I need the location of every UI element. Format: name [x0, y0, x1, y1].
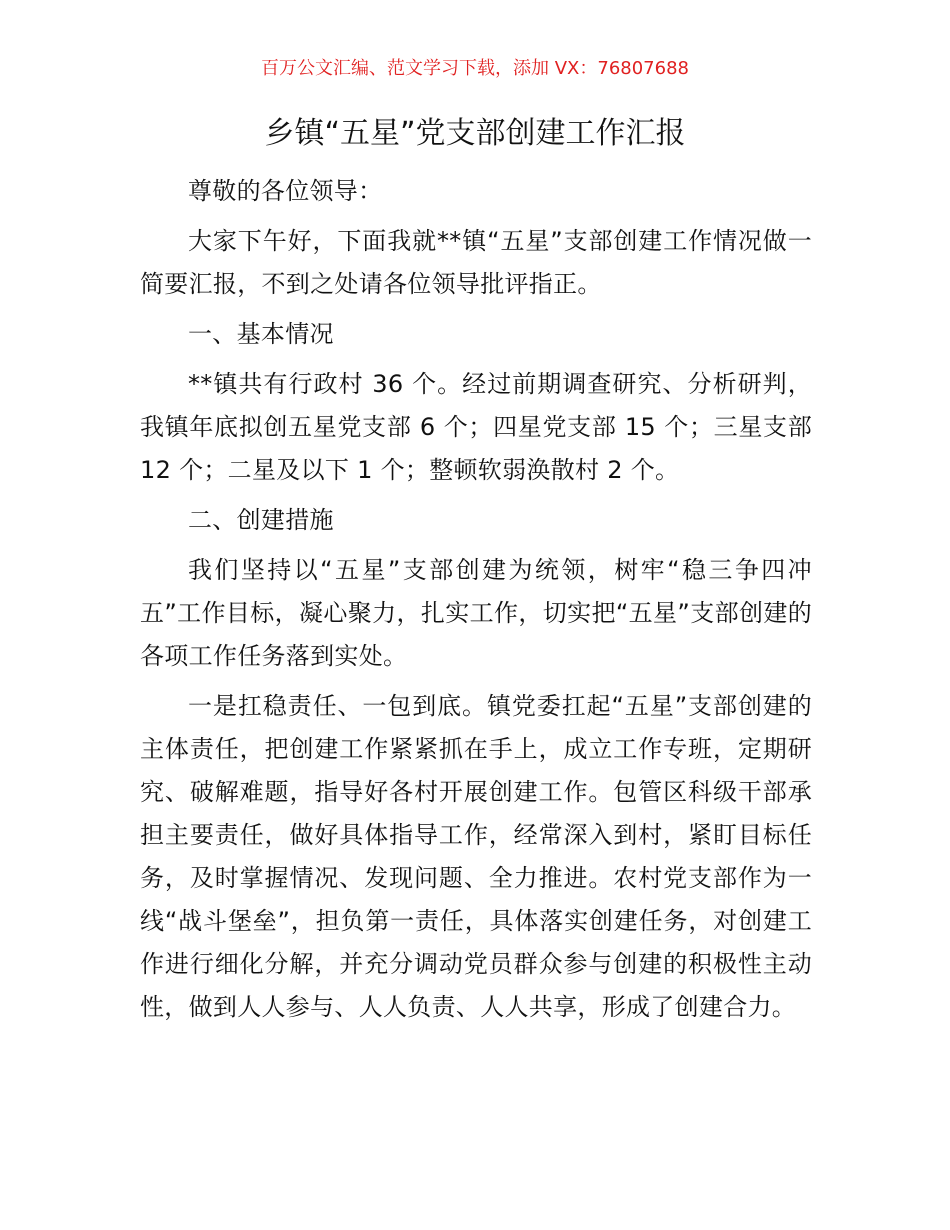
measures-intro-paragraph: 我们坚持以“五星”支部创建为统领，树牢“稳三争四冲五”工作目标，凝心聚力，扎实工作，切实把“五星”支部创建的各项工作任务落到实处。 [140, 556, 812, 670]
basic-situation-paragraph: **镇共有行政村 36 个。经过前期调查研究、分析研判，我镇年底拟创五星党支部 6 个；四星党支部 15 个；三星支部 12 个；二星及以下 1 个；整顿软弱涣散村 2 个。 [140, 370, 812, 484]
section-heading-basic-situation: 一、基本情况 [188, 320, 334, 348]
section-heading-measures: 二、创建措施 [188, 506, 334, 534]
document-body [140, 170, 812, 1029]
measure-one-paragraph: 一是扛稳责任、一包到底。镇党委扛起“五星”支部创建的主体责任，把创建工作紧紧抓在手上，成立工作专班，定期研究、破解难题，指导好各村开展创建工作。包管区科级干部承担主要责任，做好具体指导工作，经常深入到村，紧盯目标任务，及时掌握情况、发现问题、全力推进。农村党支部作为一线“战斗堡垒”，担负第一责任，具体落实创建任务，对创建工作进行细化分解，并充分调动党员群众参与创建的积极性主动性，做到人人参与、人人负责、人人共享，形成了创建合力。 [140, 692, 812, 1021]
salutation: 尊敬的各位领导： [188, 177, 383, 205]
page-title: 乡镇“五星”党支部创建工作汇报 [264, 116, 686, 151]
watermark-header: 百万公文汇编、范文学习下载，添加 VX：76807688 [261, 58, 689, 79]
intro-paragraph: 大家下午好，下面我就**镇“五星”支部创建工作情况做一简要汇报，不到之处请各位领导批评指正。 [140, 227, 812, 298]
